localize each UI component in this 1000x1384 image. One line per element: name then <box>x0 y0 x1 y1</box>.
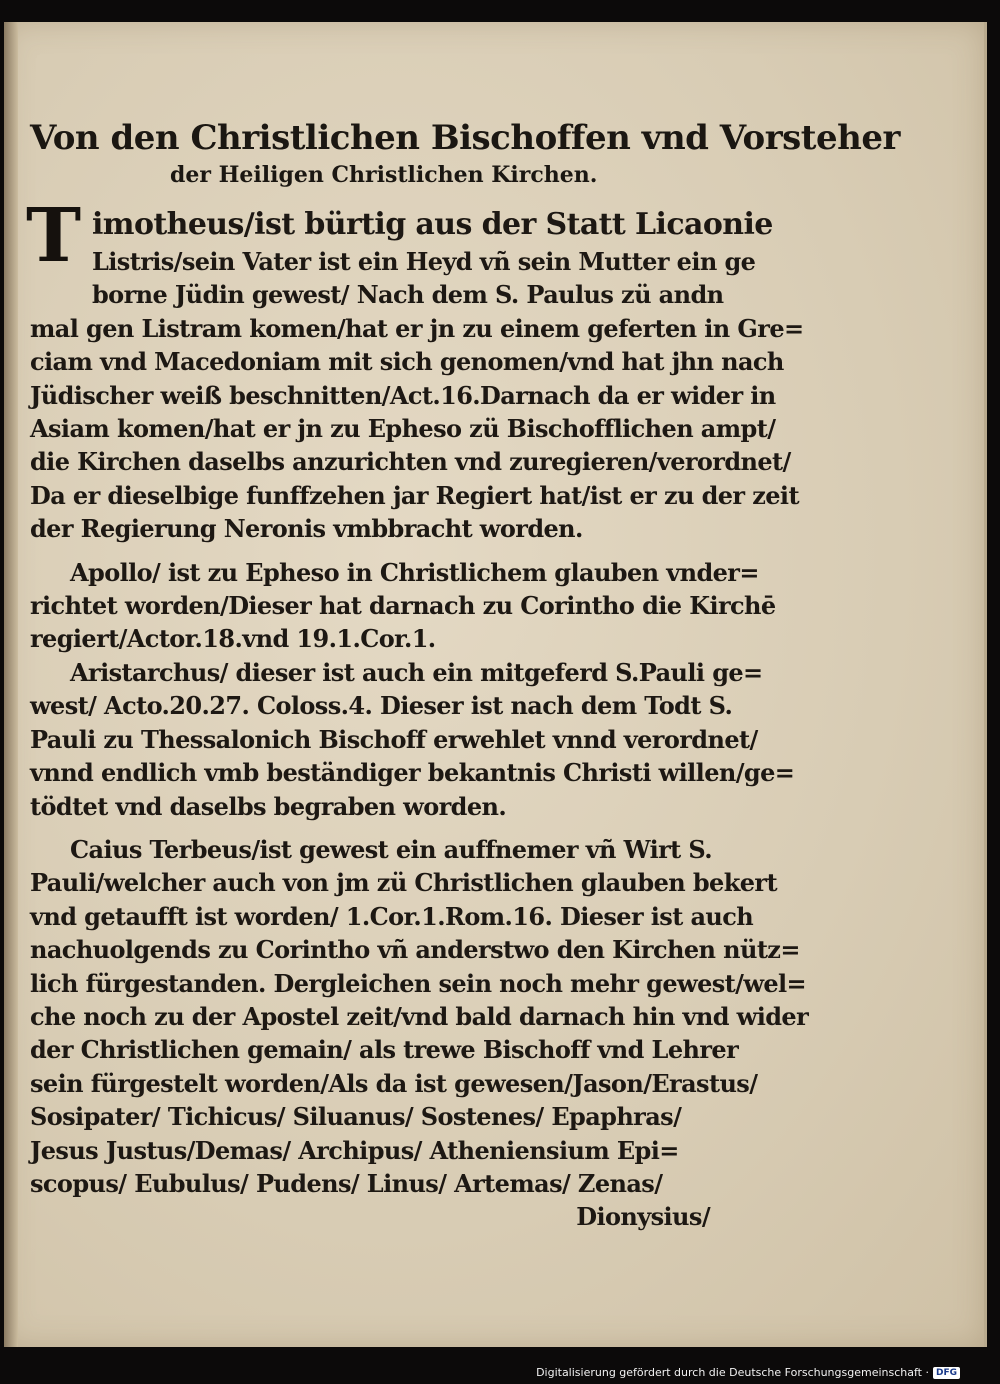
page-gutter <box>4 22 18 1347</box>
text-line: tödtet vnd daselbs begraben worden. <box>30 791 507 821</box>
paragraph-apollo <box>30 556 776 656</box>
text-line: Aristarchus/ dieser ist auch ein mitgeferd S.Pauli ge= <box>70 657 763 687</box>
text-line: richtet worden/Dieser hat darnach zu Corintho die Kirchē <box>30 591 776 621</box>
text-line: ciam vnd Macedoniam mit sich genomen/vnd hat jhn nach <box>30 347 784 377</box>
text-line: regiert/Actor.18.vnd 19.1.Cor.1. <box>30 624 436 654</box>
text-line: vnd getaufft ist worden/ 1.Cor.1.Rom.16. Dieser ist auch <box>30 901 754 931</box>
text-line: Listris/sein Vater ist ein Heyd vñ sein Mutter ein ge <box>92 247 756 276</box>
text-line: Jesus Justus/Demas/ Archipus/ Atheniensium Epi= <box>30 1135 679 1165</box>
paragraph-timotheus <box>30 205 804 546</box>
footer-text: Digitalisierung gefördert durch die Deutsche Forschungsgemeinschaft · <box>536 1366 929 1379</box>
text-line: lich fürgestanden. Dergleichen sein noch mehr gewest/wel= <box>30 968 807 998</box>
paragraph-aristarchus <box>30 656 795 823</box>
text-line: Pauli/welcher auch von jm zü Christlichen glauben bekert <box>30 868 777 898</box>
page-heading: Von den Christlichen Bischoffen vnd Vorsteher <box>30 118 900 158</box>
text-line: Jüdischer weiß beschnitten/Act.16.Darnach da er wider in <box>30 380 776 410</box>
dropcap-initial: T <box>26 193 82 279</box>
text-line: nachuolgends zu Corintho vñ anderstwo den Kirchen nütz= <box>30 935 800 965</box>
book-page <box>4 22 987 1347</box>
text-line: che noch zu der Apostel zeit/vnd bald darnach hin vnd wider <box>30 1001 809 1031</box>
text-line: scopus/ Eubulus/ Pudens/ Linus/ Artemas/ Zenas/ <box>30 1168 663 1198</box>
text-line: Sosipater/ Tichicus/ Siluanus/ Sostenes/ Epaphras/ <box>30 1102 682 1132</box>
funding-footer <box>536 1366 960 1379</box>
text-line: Asiam komen/hat er jn zu Epheso zü Bischofflichen ampt/ <box>30 414 776 444</box>
catchword: Dionysius/ <box>576 1202 710 1232</box>
page-content <box>26 117 900 1234</box>
text-line: Da er dieselbige funffzehen jar Regiert hat/ist er zu der zeit <box>30 480 799 510</box>
text-line: Apollo/ ist zu Epheso in Christlichem glauben vnder= <box>70 557 759 587</box>
text-line: borne Jüdin gewest/ Nach dem S. Paulus zü andn <box>92 280 724 310</box>
dfg-logo: DFG <box>933 1367 960 1379</box>
text-line: der Regierung Neronis vmbbracht worden. <box>30 514 583 544</box>
text-line: sein fürgestelt worden/Als da ist gewesen/Jason/Erastus/ <box>30 1068 758 1098</box>
text-line: vnnd endlich vmb beständiger bekantnis Christi willen/ge= <box>30 758 795 788</box>
page-subheading: der Heiligen Christlichen Kirchen. <box>170 162 598 188</box>
text-line: imotheus/ist bürtig aus der Statt Licaonie <box>92 207 773 242</box>
text-line: mal gen Listram komen/hat er jn zu einem geferten in Gre= <box>30 313 804 343</box>
paragraph-caius <box>30 833 809 1200</box>
text-line: Caius Terbeus/ist gewest ein auffnemer vñ Wirt S. <box>70 834 713 864</box>
text-line: der Christlichen gemain/ als trewe Bischoff vnd Lehrer <box>30 1035 739 1065</box>
text-line: west/ Acto.20.27. Coloss.4. Dieser ist nach dem Todt S. <box>30 691 733 721</box>
text-line: die Kirchen daselbs anzurichten vnd zuregieren/verordnet/ <box>30 447 791 477</box>
text-line: Pauli zu Thessalonich Bischoff erwehlet vnnd verordnet/ <box>30 724 758 754</box>
